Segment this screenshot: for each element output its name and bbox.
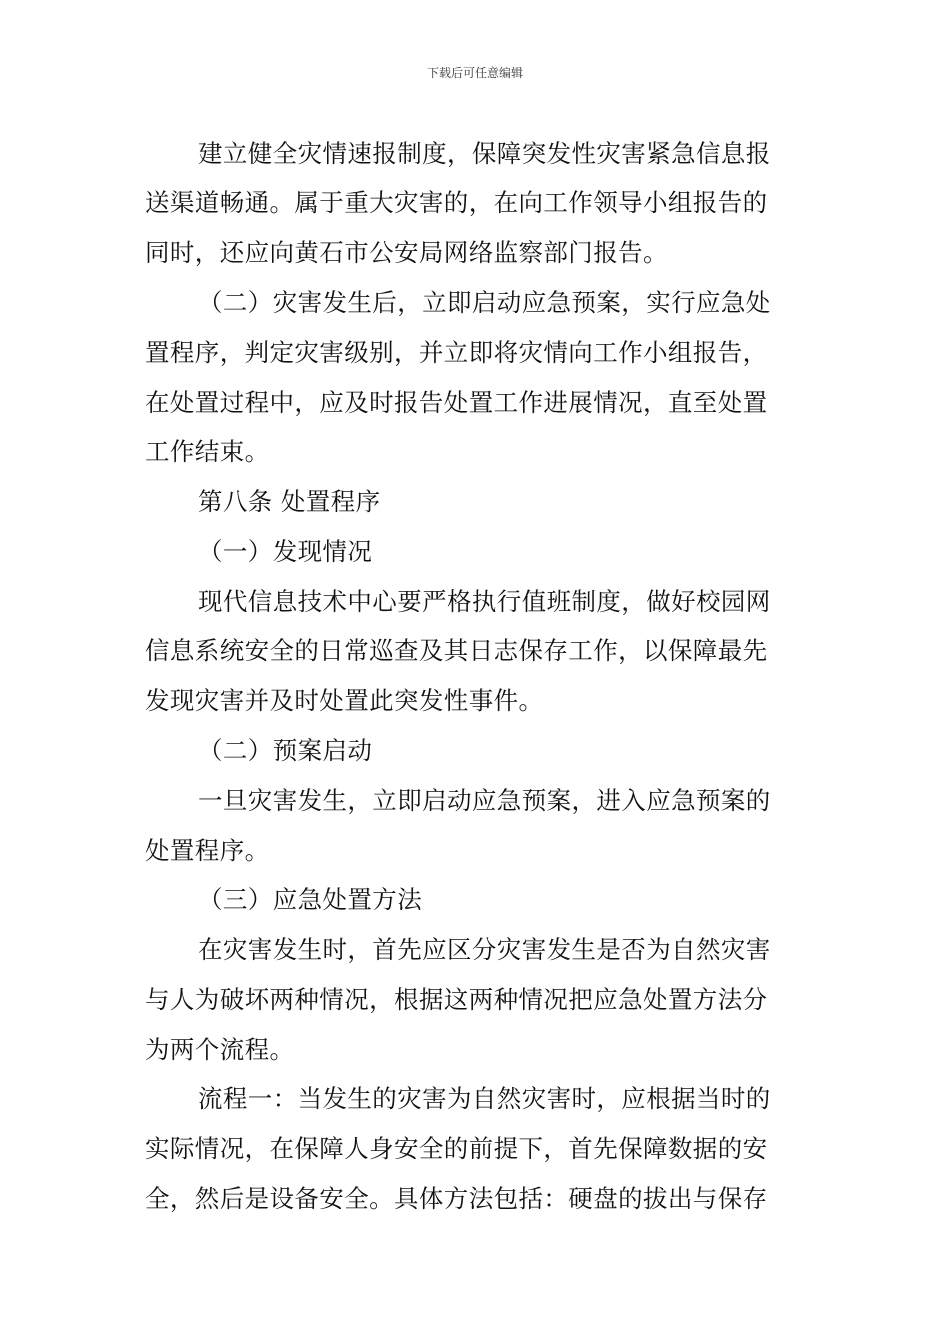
text-line: 一旦灾害发生，立即启动应急预案，进入应急预案的 xyxy=(198,786,771,815)
text-line: 置程序，判定灾害级别，并立即将灾情向工作小组报告， xyxy=(145,338,768,367)
text-line: 全，然后是设备安全。具体方法包括：硬盘的拔出与保存 xyxy=(145,1184,768,1213)
text-line: 为两个流程。 xyxy=(145,1035,295,1064)
subsection-heading: （二）预案启动 xyxy=(198,736,373,765)
subsection-heading: （三）应急处置方法 xyxy=(198,885,423,914)
page-header: 下载后可任意编辑 xyxy=(426,66,523,80)
text-line: 建立健全灾情速报制度，保障突发性灾害紧急信息报 xyxy=(198,139,771,168)
text-line: 处置程序。 xyxy=(145,836,270,865)
text-line: 在灾害发生时，首先应区分灾害发生是否为自然灾害 xyxy=(198,935,771,964)
text-line: 实际情况，在保障人身安全的前提下，首先保障数据的安 xyxy=(145,1134,768,1163)
text-line: 工作结束。 xyxy=(145,437,270,466)
text-line: （二）灾害发生后，立即启动应急预案，实行应急处 xyxy=(198,288,771,317)
text-line: 流程一：当发生的灾害为自然灾害时，应根据当时的 xyxy=(198,1084,771,1113)
section-heading: 第八条 处置程序 xyxy=(198,487,381,516)
text-line: 现代信息技术中心要严格执行值班制度，做好校园网 xyxy=(198,587,771,616)
text-line: 发现灾害并及时处置此突发性事件。 xyxy=(145,686,544,715)
text-line: 送渠道畅通。属于重大灾害的，在向工作领导小组报告的 xyxy=(145,188,768,217)
text-line: 信息系统安全的日常巡查及其日志保存工作，以保障最先 xyxy=(145,636,768,665)
text-line: 在处置过程中，应及时报告处置工作进展情况，直至处置 xyxy=(145,388,768,417)
subsection-heading: （一）发现情况 xyxy=(198,537,373,566)
text-line: 与人为破坏两种情况，根据这两种情况把应急处置方法分 xyxy=(145,985,768,1014)
text-line: 同时，还应向黄石市公安局网络监察部门报告。 xyxy=(145,238,668,267)
